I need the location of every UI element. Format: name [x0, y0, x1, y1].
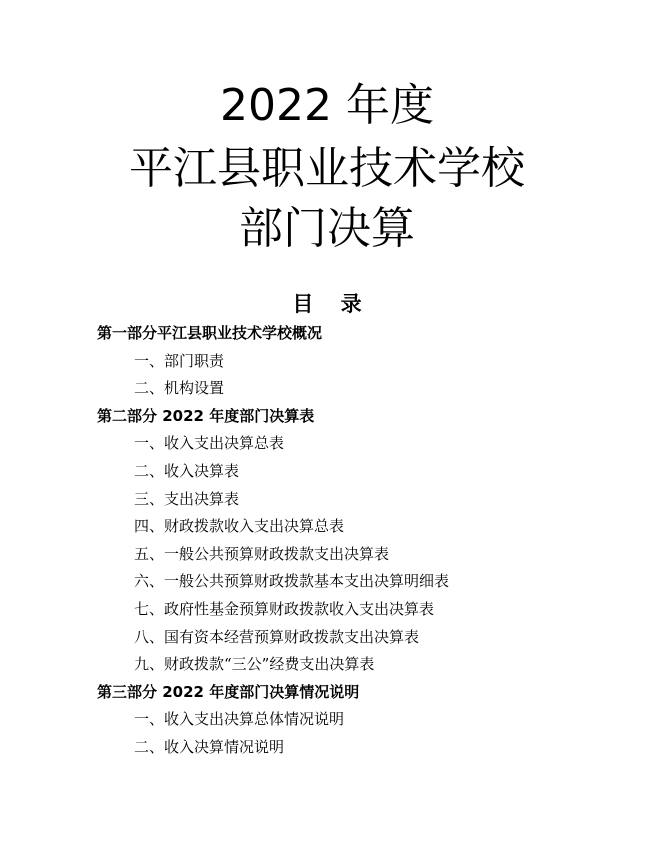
- cover-title-organization: 平江县职业技术学校: [129, 143, 525, 194]
- toc-part-title: 第一部分平江县职业技术学校概况: [97, 324, 323, 342]
- cover-title-year: 2022 年度: [220, 80, 434, 131]
- toc-item: 八、国有资本经营预算财政拨款支出决算表: [134, 627, 420, 646]
- toc-item: 一、收入支出决算总表: [134, 434, 285, 453]
- toc-item: 九、财政拨款“三公”经费支出决算表: [134, 655, 375, 674]
- toc-part-title: 第三部分 2022 年度部门决算情况说明: [97, 682, 360, 701]
- toc-heading: 目 录: [292, 292, 372, 316]
- table-of-contents: [0, 320, 654, 762]
- toc-item: 七、政府性基金预算财政拨款收入支出决算表: [134, 599, 435, 618]
- toc-item: 五、一般公共预算财政拨款支出决算表: [134, 544, 390, 563]
- toc-item: 四、财政拨款收入支出决算总表: [134, 517, 345, 536]
- toc-part-title: 第二部分 2022 年度部门决算表: [97, 406, 315, 425]
- toc-item: 一、部门职责: [134, 351, 225, 370]
- toc-item: 一、收入支出决算总体情况说明: [134, 710, 345, 729]
- toc-item: 二、收入决算表: [134, 461, 240, 480]
- toc-item: 二、收入决算情况说明: [134, 737, 285, 756]
- toc-item: 二、机构设置: [134, 379, 225, 398]
- cover-title-document: 部门决算: [239, 203, 415, 254]
- toc-item: 六、一般公共预算财政拨款基本支出决算明细表: [134, 572, 450, 591]
- toc-item: 三、支出决算表: [134, 489, 240, 508]
